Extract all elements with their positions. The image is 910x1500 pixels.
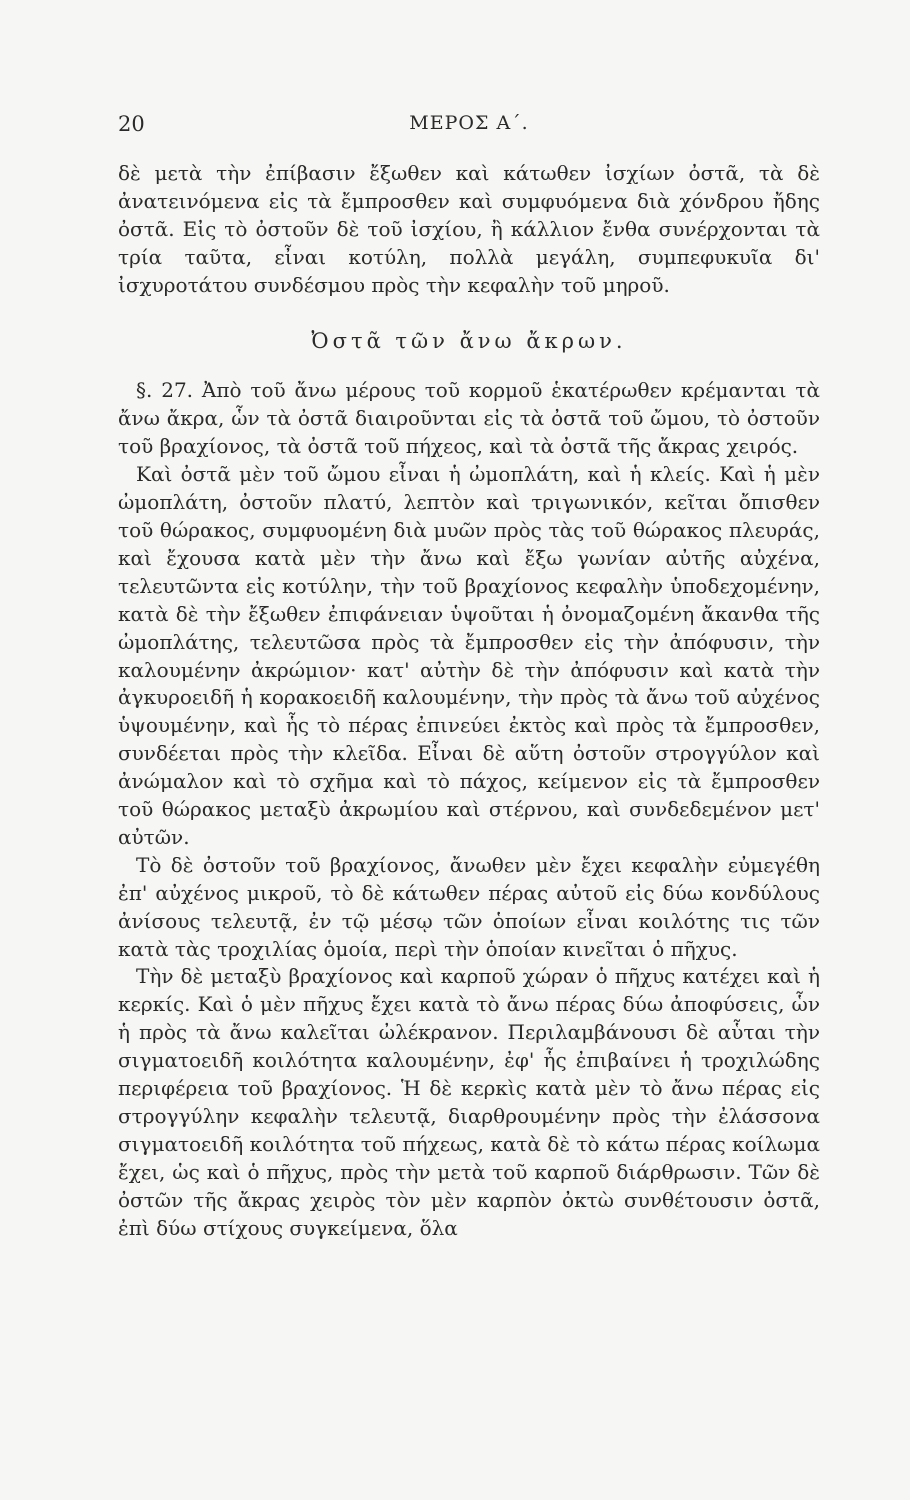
paragraph-section-27: §. 27. Ἀπὸ τοῦ ἄνω μέρους τοῦ κορμοῦ ἑκατέρωθεν κρέμανται τὰ ἄνω ἄκρα, ὧν τὰ ὀστᾶ διαιροῦνται εἰς τὰ ὀστᾶ τοῦ ὤμου, τὸ ὀστοῦν τοῦ βραχίονος, τὰ ὀστᾶ τοῦ πήχεος, καὶ τὰ ὀστᾶ τῆς ἄκρας χειρός. [118,378,820,459]
page-header [118,112,820,142]
section-heading: Ὀστᾶ τῶν ἄνω ἄκρων. [311,328,627,353]
paragraph-shoulder: Καὶ ὀστᾶ μὲν τοῦ ὤμου εἶναι ἡ ὠμοπλάτη, καὶ ἡ κλείς. Καὶ ἡ μὲν ὠμοπλάτη, ὀστοῦν πλατύ, λεπτὸν καὶ τριγωνικόν, κεῖται ὄπισθεν τοῦ θώρακος, συμφυομένη διὰ μυῶν πρὸς τὰς τοῦ θώρακος πλευράς, καὶ ἔχουσα κατὰ μὲν τὴν ἄνω καὶ ἔξω γωνίαν αὐτῆς αὐχένα, τελευτῶντα εἰς κοτύλην, τὴν τοῦ βραχίονος κεφαλὴν ὑποδεχομένην, κατὰ δὲ τὴν ἔξωθεν ἐπιφάνειαν ὑψοῦται ἡ ὀνομαζομένη ἄκανθα τῆς ὠμοπλάτης, τελευτῶσα πρὸς τὰ ἔμπροσθεν εἰς τὴν ἀπόφυσιν, τὴν καλουμένην ἀκρώμιον· κατ' αὐτὴν δὲ τὴν ἀπόφυσιν καὶ κατὰ τὴν ἀγκυροειδῆ ἡ κορακοειδῆ καλουμένην, τὴν πρὸς τὰ ἄνω τοῦ αὐχένος ὑψουμένην, καὶ ἧς τὸ πέρας ἐπινεύει ἐκτὸς καὶ πρὸς τὰ ἔμπροσθεν, συνδέεται πρὸς τὴν κλεῖδα. Εἶναι δὲ αὕτη ὀστοῦν στρογγύλον καὶ ἀνώμαλον καὶ τὸ σχῆμα καὶ τὸ πάχος, κείμενον εἰς τὰ ἔμπροσθεν τοῦ θώρακος μεταξὺ ἀκρωμίου καὶ στέρνου, καὶ συνδεδεμένον μετ' αὐτῶν. [118,462,820,849]
paragraph-forearm: Τὴν δὲ μεταξὺ βραχίονος καὶ καρποῦ χώραν ὁ πῆχυς κατέχει καὶ ἡ κερκίς. Καὶ ὁ μὲν πῆχυς ἔχει κατὰ τὸ ἄνω πέρας δύω ἀποφύσεις, ὧν ἡ πρὸς τὰ ἄνω καλεῖται ὠλέκρανον. Περιλαμβάνουσι δὲ αὗται τὴν σιγματοειδῆ κοιλότητα καλουμένην, ἐφ' ἧς ἐπιβαίνει ἡ τροχιλώδης περιφέρεια τοῦ βραχίονος. Ἡ δὲ κερκὶς κατὰ μὲν τὸ ἄνω πέρας εἰς στρογγύλην κεφαλὴν τελευτᾷ, διαρθρουμένην πρὸς τὴν ἐλάσσονα σιγματοειδῆ κοιλότητα τοῦ πήχεως, κατὰ δὲ τὸ κάτω πέρας κοίλωμα ἔχει, ὡς καὶ ὁ πῆχυς, πρὸς τὴν μετὰ τοῦ καρποῦ διάρθρωσιν. Τῶν δὲ ὀστῶν τῆς ἄκρας χειρὸς τὸν μὲν καρπὸν ὀκτὼ συνθέτουσιν ὀστᾶ, ἐπὶ δύω στίχους συγκείμενα, ὅλα [118,964,820,1240]
page-body [118,160,820,1243]
paragraph-continuation: δὲ μετὰ τὴν ἐπίβασιν ἔξωθεν καὶ κάτωθεν ἰσχίων ὀστᾶ, τὰ δὲ ἀνατεινόμενα εἰς τὰ ἔμπροσθεν καὶ συμφυόμενα διὰ χόνδρου ἤδης ὀστᾶ. Εἰς τὸ ὀστοῦν δὲ τοῦ ἰσχίου, ἢ κάλλιον ἔνθα συνέρχονται τὰ τρία ταῦτα, εἶναι κοτύλη, πολλὰ μεγάλη, συμπεφυκυῖα δι' ἰσχυροτάτου συνδέσμου πρὸς τὴν κεφαλὴν τοῦ μηροῦ. [118,161,820,297]
page-number: 20 [118,112,145,136]
running-title: ΜΕΡΟΣ Α΄. [409,112,529,134]
paragraph-humerus: Τὸ δὲ ὀστοῦν τοῦ βραχίονος, ἄνωθεν μὲν ἔχει κεφαλὴν εὐμεγέθη ἐπ' αὐχένος μικροῦ, τὸ δὲ κάτωθεν πέρας αὐτοῦ εἰς δύω κονδύλους ἀνίσους τελευτᾷ, ἐν τῷ μέσῳ τῶν ὁποίων εἶναι κοιλότης τις τῶν κατὰ τὰς τροχιλίας ὁμοία, περὶ τὴν ὁποίαν κινεῖται ὁ πῆχυς. [118,852,820,961]
